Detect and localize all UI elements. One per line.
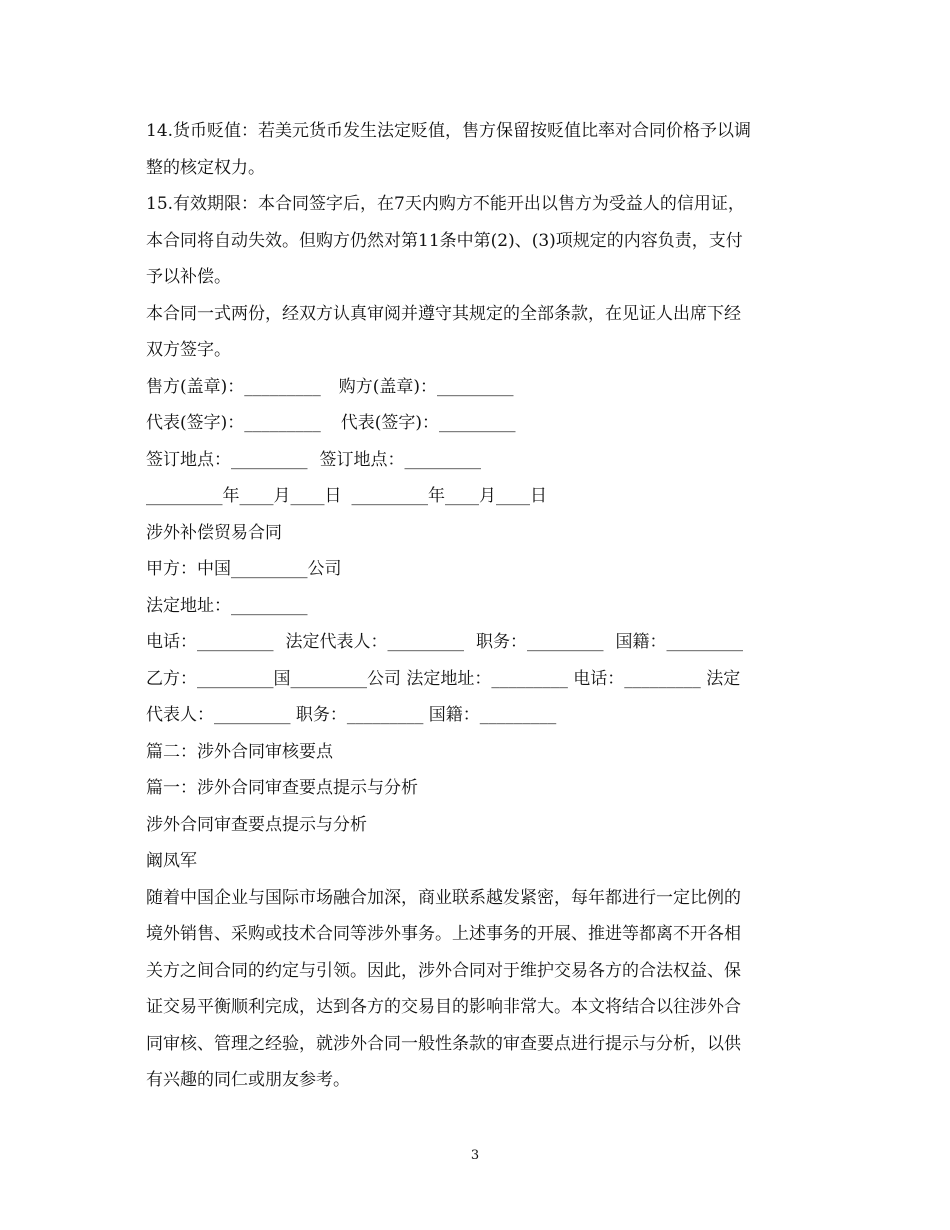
closing-line-2: 双方签字。 — [146, 340, 231, 360]
nationality-field: 国籍：_________ — [615, 632, 743, 652]
buyer-seal-field: 购方(盖章)：_________ — [338, 376, 514, 397]
body-line-2: 境外销售、采购或技术合同等涉外事务。上述事务的开展、推进等都离不开各相 — [146, 924, 741, 944]
legal-address-line: 法定地址：_________ — [146, 595, 308, 616]
heading-part-two: 篇二：涉外合同审核要点 — [146, 741, 333, 762]
body-line-4: 证交易平衡顺利完成，达到各方的交易目的影响非常大。本文将结合以往涉外合 — [146, 997, 741, 1017]
representative-row — [146, 405, 814, 442]
party-b-line-2: 代表人：_________ 职务：_________ 国籍：_________ — [146, 705, 557, 725]
seller-seal-field: 售方(盖章)：_________ — [146, 376, 321, 397]
date-field-2: _________年____月____日 — [351, 486, 547, 506]
legal-rep-field: 法定代表人：_________ — [285, 632, 464, 652]
place-row — [146, 442, 814, 479]
body-line-5: 同审核、管理之经验，就涉外合同一般性条款的审查要点进行提示与分析，以供 — [146, 1033, 741, 1054]
position-field: 职务：_________ — [476, 632, 604, 652]
body-line-6: 有兴趣的同仁或朋友参考。 — [146, 1070, 350, 1090]
date-row — [146, 478, 814, 515]
seller-rep-field: 代表(签字)：_________ — [146, 413, 321, 433]
author-name: 阚凤军 — [146, 851, 197, 871]
clause-15-line-2: 本合同将自动失效。但购方仍然对第11条中第(2)、(3)项规定的内容负责，支付 — [146, 230, 743, 251]
clause-14-line-2: 整的核定权力。 — [146, 157, 265, 178]
phone-field: 电话：_________ — [146, 632, 274, 652]
heading-part-one: 篇一：涉外合同审查要点提示与分析 — [146, 778, 418, 798]
closing-line-1: 本合同一式两份，经双方认真审阅并遵守其规定的全部条款，在见证人出席下经 — [146, 303, 741, 324]
clause-14-line-1: 14.货币贬值：若美元货币发生法定贬值，售方保留按贬值比率对合同价格予以调 — [146, 121, 752, 141]
buyer-rep-field: 代表(签字)：_________ — [340, 413, 516, 433]
compensation-title: 涉外补偿贸易合同 — [146, 522, 282, 543]
body-line-1: 随着中国企业与国际市场融合加深，商业联系越发紧密，每年都进行一定比例的 — [146, 887, 741, 908]
place-field-2: 签订地点：_________ — [319, 449, 481, 470]
page-number: 3 — [470, 1148, 480, 1163]
clause-15-line-1: 15.有效期限：本合同签字后，在7天内购方不能开出以售方为受益人的信用证， — [146, 194, 745, 214]
document-text — [146, 113, 814, 1099]
seal-row — [146, 369, 814, 406]
date-field-1: _________年____月____日 — [146, 486, 342, 506]
party-a-line: 甲方：中国_________公司 — [146, 559, 342, 579]
clause-15-line-3: 予以补偿。 — [146, 267, 231, 287]
contact-row — [146, 624, 814, 661]
party-b-line-1: 乙方：_________国_________公司 法定地址：_________ 电话：_________ 法定 — [146, 668, 741, 689]
body-line-3: 关方之间合同的约定与引领。因此，涉外合同对于维护交易各方的合法权益、保 — [146, 960, 741, 981]
place-field-1: 签订地点：_________ — [146, 449, 308, 470]
article-title: 涉外合同审查要点提示与分析 — [146, 814, 367, 835]
